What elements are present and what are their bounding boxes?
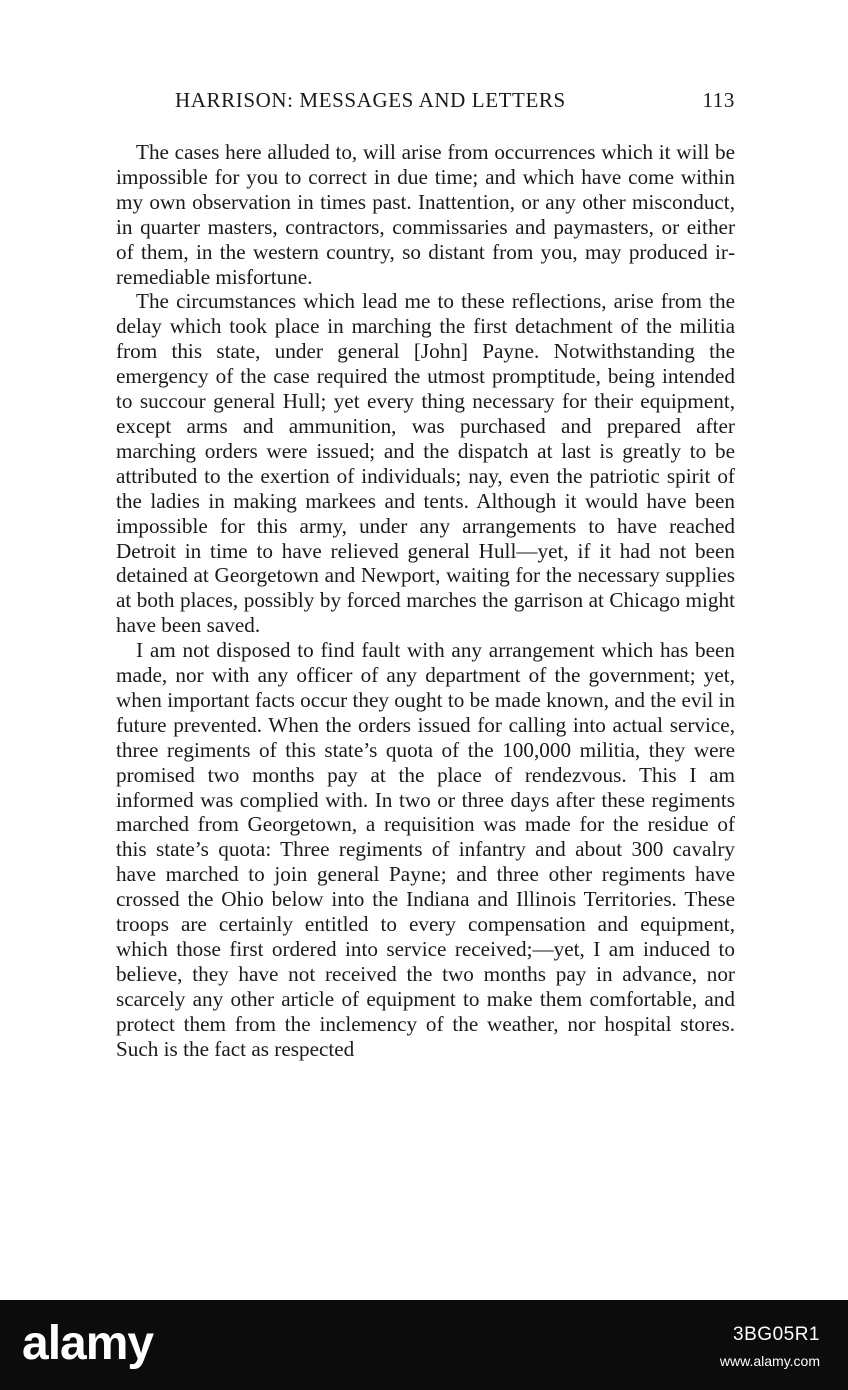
paragraph: I am not disposed to find fault with any arrangement which has been made, nor with any officer of any department of the government; yet, when important facts occur they ought to be made known, and the evil in future prevented. When the orders issued for calling into actual service, three regiments of this state’s quota of the 100,000 militia, they were promised two months pay at the place of rendezvous. This I am informed was complied with. In two or three days after these regiments marched from Georgetown, a requisition was made for the residue of this state’s quota: Three regiments of infantry and about 300 cavalry have marched to join general Payne; and three other regiments have crossed the Ohio below into the Indiana and Illinois Territories. These troops are certainly entitled to every compensation and equipment, which those first ordered into service received;—yet, I am induced to believe, they have not received the two months pay in advance, nor scarcely any other article of equipment to make them comfortable, and protect them from the inclemency of the weather, nor hospital stores. Such is the fact as respected	[116, 638, 735, 1061]
alamy-logo: alamy	[22, 1317, 154, 1370]
paragraph: The circumstances which lead me to these reflections, arise from the delay which took place in marching the first detachment of the militia from this state, under general [John] Payne. Notwithstanding the emergency of the case required the utmost promptitude, being intended to succour general Hull; yet every thing necessary for their equipment, except arms and ammunition, was purchased and prepared after marching orders were issued; and the dispatch at last is greatly to be attributed to the exertion of individuals; nay, even the patriotic spirit of the ladies in making markees and tents. Although it would have been impossible for this army, under any arrangements to have reached Detroit in time to have relieved general Hull—yet, if it had not been detained at Georgetown and Newport, waiting for the necessary supplies at both places, possibly by forced marches the garrison at Chicago might have been saved.	[116, 289, 735, 638]
stock-watermark-bar	[0, 1300, 848, 1390]
running-title: HARRISON: MESSAGES AND LETTERS	[175, 88, 566, 112]
image-id: 3BG05R1	[733, 1324, 820, 1345]
body-text	[116, 140, 735, 1062]
paragraph: The cases here alluded to, will arise from occurrences which it will be impossible for you to correct in due time; and which have come within my own observation in times past. Inattention, or any other misconduct, in quarter masters, contractors, commissaries and paymasters, or either of them, in the western country, so distant from you, may produced irremediable misfortune.	[116, 140, 735, 289]
running-head	[175, 88, 735, 116]
page-number: 113	[702, 88, 735, 112]
stock-url: www.alamy.com	[719, 1353, 820, 1369]
